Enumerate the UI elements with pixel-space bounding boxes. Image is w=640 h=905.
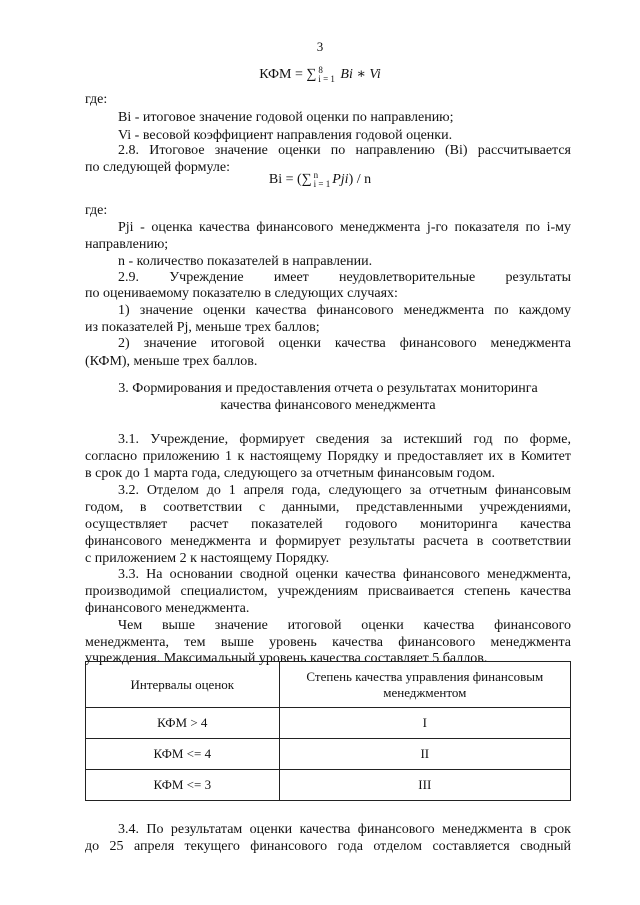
paragraph-3-2-line-5: с приложением 2 к настоящему Порядку. xyxy=(85,551,330,566)
definition-vi: Vi - весовой коэффициент направления годовой оценки. xyxy=(118,128,453,143)
paragraph-3-1-line-2: согласно приложению 1 к настоящему Порядку и предоставляет их в Комитет xyxy=(85,449,571,464)
formula-kfm-lhs: КФМ = ∑ xyxy=(259,67,317,83)
formula-bi-upper: n xyxy=(313,170,319,180)
definition-bi: Bi - итоговое значение годовой оценки по направлению; xyxy=(118,110,454,125)
paragraph-3-1-line-3: в срок до 1 марта года, следующего за отчетным финансовым годом. xyxy=(85,466,495,481)
formula-bi-body: Pji xyxy=(332,172,349,188)
paragraph-2-8-line-2: по следующей формуле: xyxy=(85,160,230,175)
paragraph-quality-line-1: Чем выше значение итоговой оценки качества финансового xyxy=(118,618,571,633)
formula-bi-rhs: ) / n xyxy=(348,172,372,188)
paragraph-3-2-line-2: годом, в соответствии с данными, представленными учреждениями, xyxy=(85,500,571,515)
paragraph-3-2-line-3: осуществляет расчет показателей годового мониторинга качества xyxy=(85,517,571,532)
formula-bi-lower: i = 1 xyxy=(313,179,331,189)
formula-kfm-rhs: Bi ∗ Vi xyxy=(340,67,381,83)
formula-kfm xyxy=(0,66,640,84)
definition-pji-line-2: направлению; xyxy=(85,237,169,252)
table-cell-degree: II xyxy=(279,739,570,770)
paragraph-2-9-line-1: 2.9. Учреждение имеет неудовлетворительные результаты xyxy=(118,270,571,285)
formula-kfm-lower: i = 1 xyxy=(318,74,335,84)
formula-bi xyxy=(0,171,640,189)
paragraph-3-3-line-2: производимой специалистом, учреждениям присваивается степень качества xyxy=(85,584,571,599)
paragraph-quality-line-3: учреждения. Максимальный уровень качества составляет 5 баллов. xyxy=(85,651,488,666)
table-header-quality-degree: Степень качества управления финансовым менеджментом xyxy=(279,662,570,708)
section-3-heading-line-1: 3. Формирования и предоставления отчета о результатах мониторинга xyxy=(118,381,538,396)
table-cell-interval: КФМ <= 4 xyxy=(86,739,280,770)
paragraph-3-4-line-2: до 25 апреля текущего финансового года отделом составляется сводный xyxy=(85,839,571,854)
quality-levels-table xyxy=(85,661,571,801)
table-header-row xyxy=(86,662,571,708)
paragraph-2-8-line-1: 2.8. Итоговое значение оценки по направлению (Bi) рассчитывается xyxy=(118,143,571,158)
table-row xyxy=(86,770,571,801)
where-label-2: где: xyxy=(85,203,108,218)
paragraph-3-2-line-4: финансового менеджмента и формирует результаты расчета в соответствии xyxy=(85,534,571,549)
formula-bi-lhs: Bi = (∑ xyxy=(268,172,312,188)
paragraph-3-4-line-1: 3.4. По результатам оценки качества финансового менеджмента в срок xyxy=(118,822,571,837)
case-1-line-1: 1) значение оценки качества финансового менеджмента по каждому xyxy=(118,303,571,318)
paragraph-3-2-line-1: 3.2. Отделом до 1 апреля года, следующего за отчетным финансовым xyxy=(118,483,571,498)
definition-n: n - количество показателей в направлении. xyxy=(118,254,373,269)
paragraph-3-3-line-1: 3.3. На основании сводной оценки качества финансового менеджмента, xyxy=(118,567,571,582)
table-cell-degree: I xyxy=(279,708,570,739)
formula-bi-limits xyxy=(314,171,331,189)
case-2-line-1: 2) значение итоговой оценки качества финансового менеджмента xyxy=(118,336,571,351)
definition-pji-line-1: Pji - оценка качества финансового менеджмента j-го показателя по i-му xyxy=(118,220,571,235)
formula-kfm-upper: 8 xyxy=(318,65,323,75)
table-cell-interval: КФМ > 4 xyxy=(86,708,280,739)
case-2-line-2: (КФМ), меньше трех баллов. xyxy=(85,354,258,369)
formula-kfm-limits xyxy=(318,66,335,84)
case-1-line-2: из показателей Pj, меньше трех баллов; xyxy=(85,320,320,335)
section-3-heading-line-2: качества финансового менеджмента xyxy=(220,398,436,413)
paragraph-2-9-line-2: по оцениваемому показателю в следующих случаях: xyxy=(85,286,398,301)
table-row xyxy=(86,739,571,770)
table-cell-interval: КФМ <= 3 xyxy=(86,770,280,801)
where-label-1: где: xyxy=(85,92,108,107)
paragraph-3-3-line-3: финансового менеджмента. xyxy=(85,601,250,616)
paragraph-3-1-line-1: 3.1. Учреждение, формирует сведения за истекший год по форме, xyxy=(118,432,571,447)
table-row xyxy=(86,708,571,739)
table-header-intervals: Интервалы оценок xyxy=(86,662,280,708)
paragraph-quality-line-2: менеджмента, тем выше уровень качества финансового менеджмента xyxy=(85,635,571,650)
page-number: 3 xyxy=(316,39,324,54)
table-cell-degree: III xyxy=(279,770,570,801)
